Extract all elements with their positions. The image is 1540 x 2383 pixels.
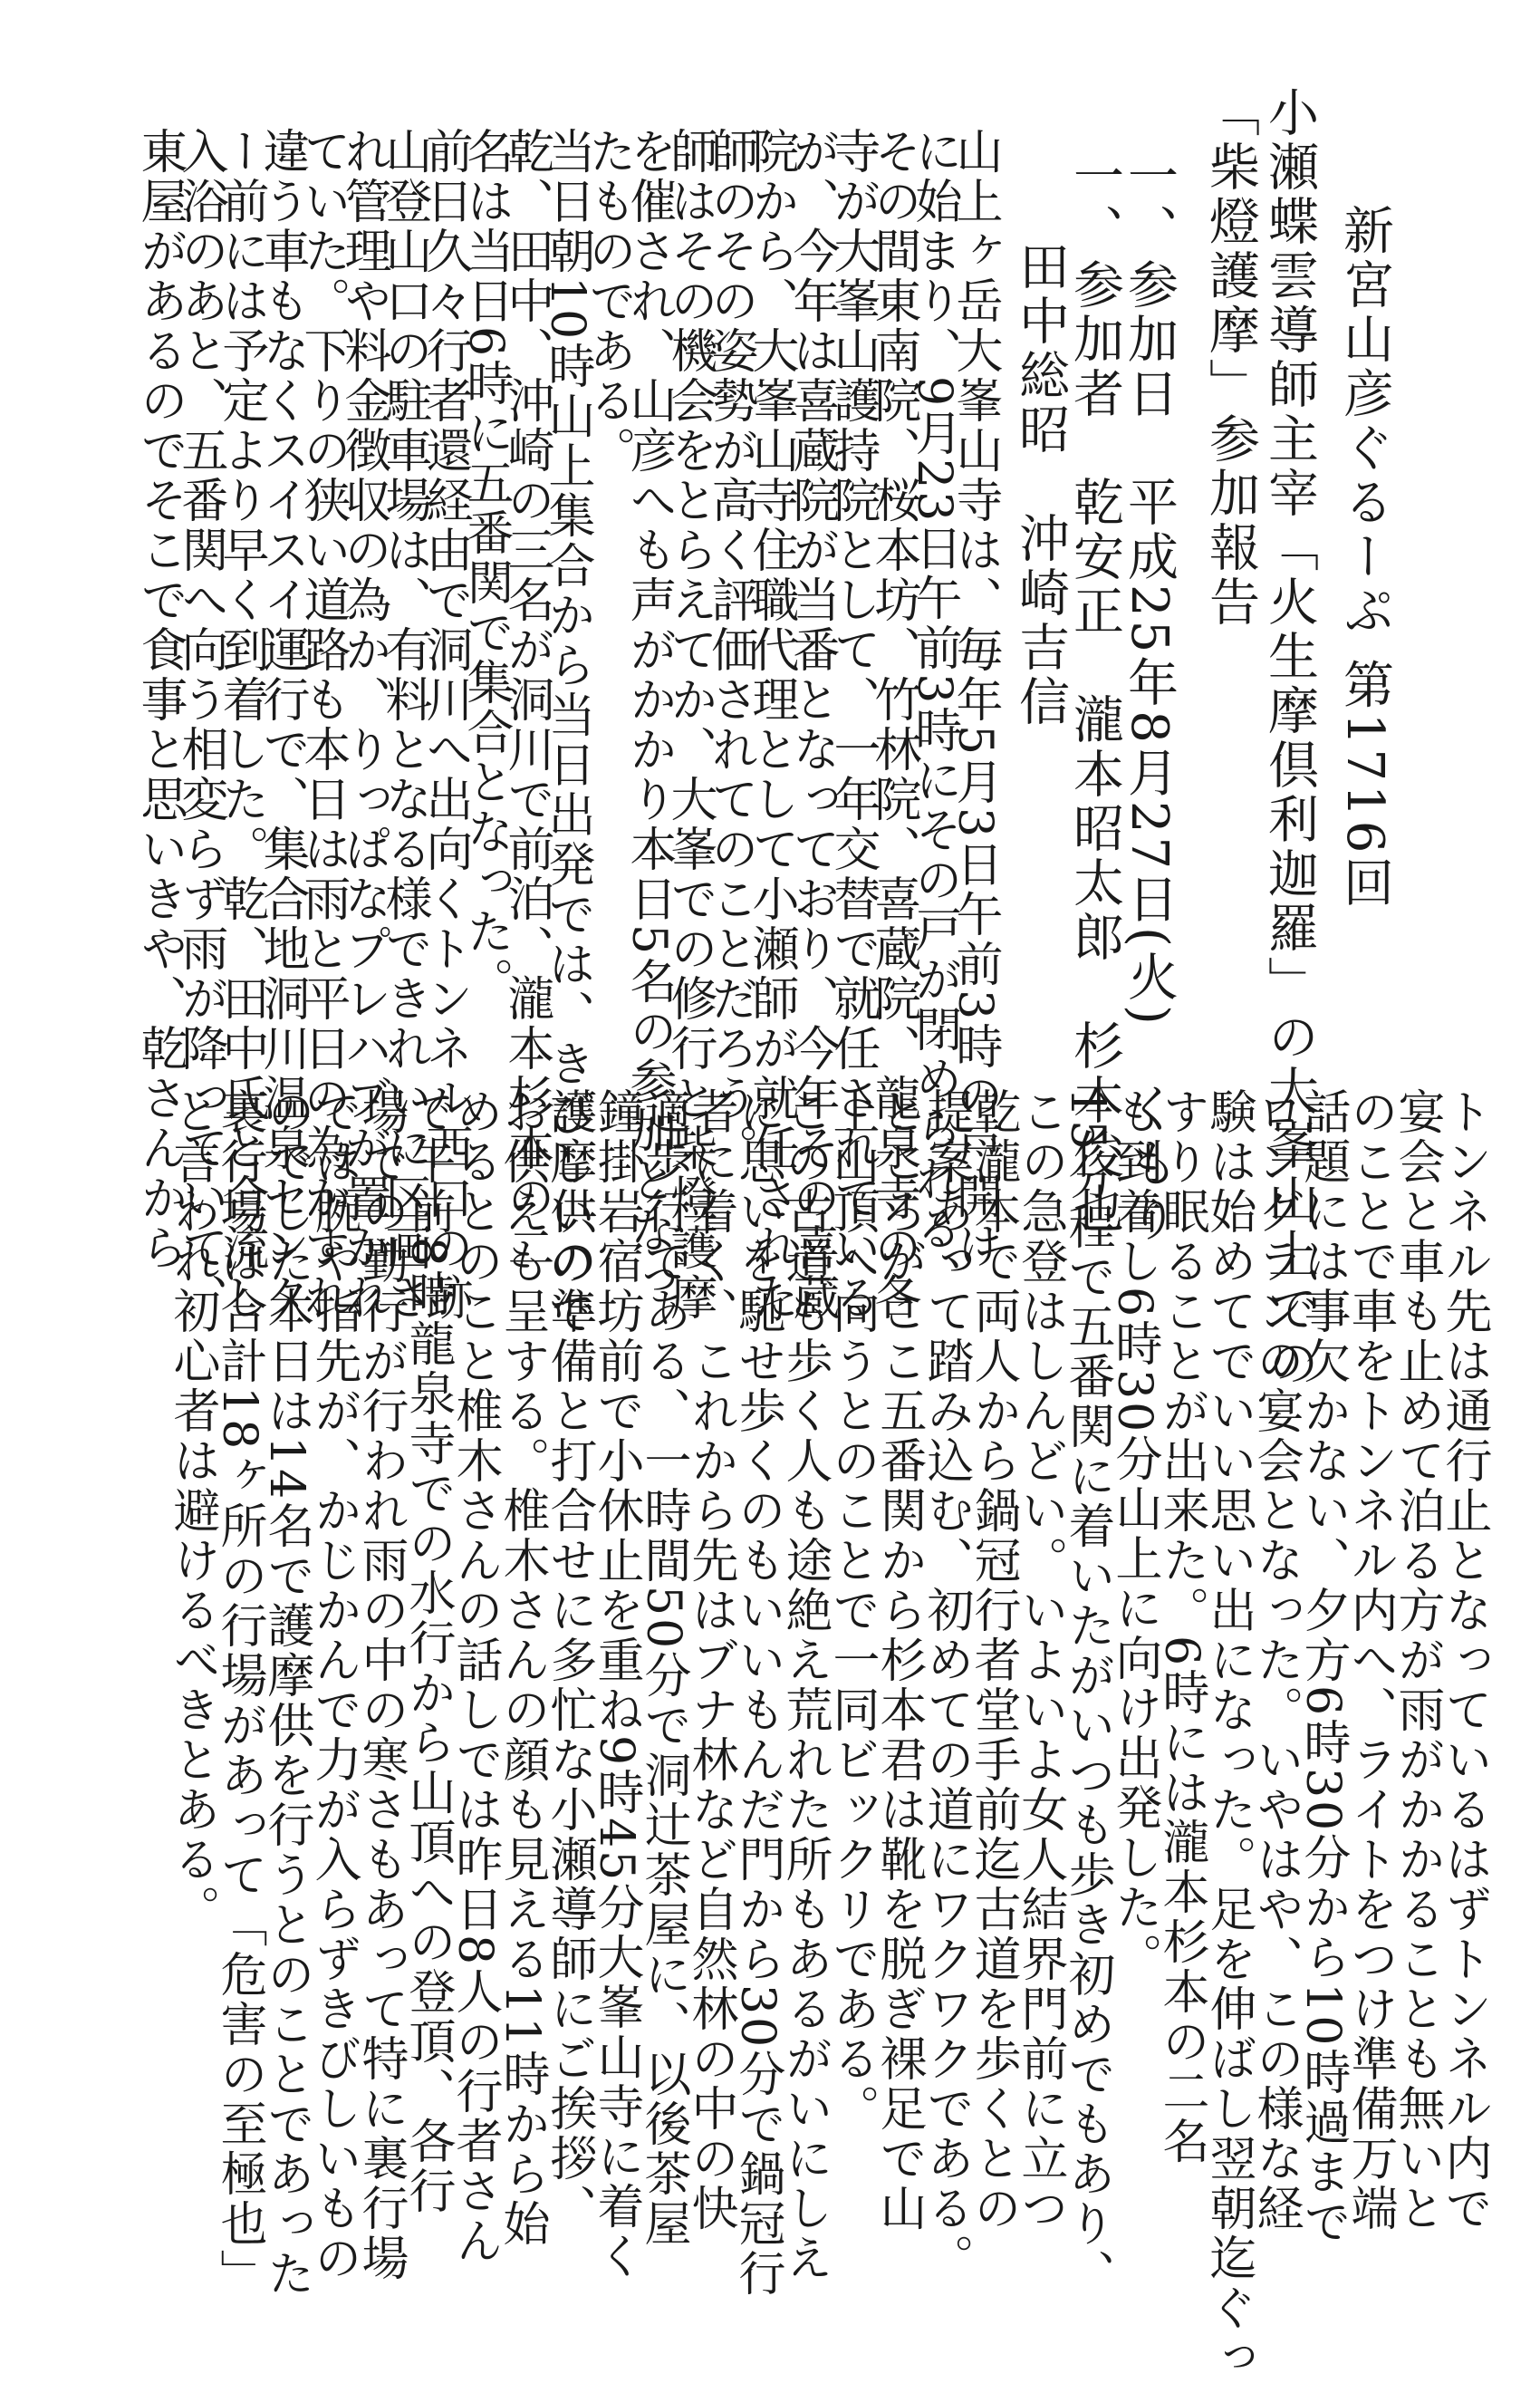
- body-line: では腕や指先が、かじかんで力が入らずきびしいもの: [306, 1087, 361, 2283]
- body-line: 護摩供の準備と打合せに多忙な小瀬導師にご挨拶、: [542, 1087, 596, 2233]
- body-line: 験は始めてでいい思い出になった。足を伸ばし翌朝迄ぐっ: [1201, 1087, 1256, 2383]
- body-line: 提案あって踏み込む、初めての道にワクワクである。: [919, 1087, 973, 2283]
- body-line: 上山頂へ向うとのことで一同ビックリである。: [824, 1087, 879, 2134]
- body-line: 寺が大峯山護持院として、一年交替で就任されている: [825, 127, 880, 1323]
- body-line: 院から、大峯山寺住職代理として小瀬師が就任された: [744, 127, 798, 1323]
- meta-line: 一、参加者 乾安正 瀧本昭太郎 杉本俊也: [1065, 150, 1124, 1237]
- body-line: 山登山口の駐車場は、有料となる様できれいに区画さ: [377, 127, 431, 1323]
- body-line: めるとのこと椎木さんの話しでは昨日8人の行者さん: [448, 1087, 502, 2267]
- body-line: ロングランの宴会となった。いやはや、この様な経: [1248, 1087, 1303, 2233]
- body-line: トンネル先は通行止となっているはずトンネル内で: [1437, 1087, 1491, 2233]
- body-line: 適歩行である、一時間50分で洞辻茶屋に、以後茶屋: [636, 1087, 690, 2250]
- body-line: ところがここ五番関から杉本君は靴を脱ぎ裸足で山: [871, 1087, 926, 2233]
- body-line: で午前8時龍泉寺での水行から山頂への登頂、各行: [400, 1087, 455, 2217]
- meta-line: 田中総昭 沖崎吉信: [1011, 240, 1070, 729]
- body-line: 師はその機会をとらえてか、大峯での修行と柴燈護摩: [662, 127, 717, 1323]
- body-line: 東屋があるのでそこで食事と思いきや、乾さんから: [132, 127, 187, 1273]
- body-line: 話題には事欠かない、夕方6時30分から10時過まで: [1295, 1087, 1350, 2248]
- body-line: お供えも呈する。椎木さんの顔も見える11時から始: [495, 1087, 549, 2250]
- body-line: 場での勤行が行われ雨の中の寒さもあって特に裏行場: [353, 1087, 408, 2283]
- body-line: に思いを馳せ歩くのもいいもんだ門から30分で鍋冠行: [730, 1087, 784, 2300]
- body-line: 入浴のあと、五番関へ向う相変らず雨が降っていて、: [173, 127, 227, 1323]
- body-line: この古道も歩く人も途絶え荒れた所もあるがいにしえ: [777, 1087, 832, 2283]
- body-line: その間東南院、桜本坊、竹林院、喜蔵院、龍泉寺の各: [866, 127, 920, 1323]
- body-line: 者に着く、これから先はブナ林など自然林の中の快: [683, 1087, 737, 2233]
- body-line: この急登はしんどい。いよいよ女人結界門前に立つ: [1013, 1087, 1067, 2233]
- body-line: と言われ初心者は避けるべきとある。: [165, 1087, 219, 1934]
- body-line: も到着し6時30分山上に向け出発した。: [1107, 1087, 1161, 1983]
- body-line: 山上ヶ岳大峯山寺は、毎年5月3日午前3時の戸開け: [948, 127, 1002, 1272]
- body-line: 15分程で五番関に着いたがいつも歩き初めでもあり、: [1060, 1087, 1114, 2300]
- body-line: れ管理や料金徴収の為か、りっぱなプレハブが置かれ: [336, 127, 390, 1323]
- body-line: 裏行場は合計18ヶ所の行場があって「危害の至極也」: [212, 1087, 266, 2300]
- body-line: に始まり、9月23日午前3時にその戸が閉められる、: [907, 127, 961, 1305]
- body-line: 乾瀧本で両人から鍋冠行者堂手前迄古道を歩くとの: [966, 1087, 1020, 2233]
- body-line: 違う車もなくスイスイ運行で、集合地洞川温泉センタ: [255, 127, 309, 1323]
- body-line: 当日朝10時山上集合から当日出発では、きびしいので: [540, 127, 594, 1339]
- body-line: を催され、山彦へも声がかかり本日5名の参加となっ: [621, 127, 676, 1307]
- series-title: 新宮山彦ぐるーぷ 第1716回: [1335, 204, 1394, 912]
- body-line: のことで車をトンネル内へ、ライトをつけ準備万端: [1343, 1087, 1397, 2233]
- body-line: 乾、田中、沖崎の三名が洞川で前泊、瀧本杉本の二: [499, 127, 553, 1273]
- body-line: すり眠ることが出来た。6時には瀧本杉本の二名: [1154, 1087, 1208, 2167]
- body-line: 鐘掛岩宿坊前で小休止を重ね9時45分大峯山寺に着く: [589, 1087, 643, 2282]
- body-line: 名は当日6時に五番関で集合となった。: [458, 127, 513, 1008]
- body-line: が、今年は喜蔵院が当番となっており、今年その喜蔵: [784, 127, 839, 1323]
- body-line: のでした本日は14名で護摩供を行うとのことであった: [259, 1087, 313, 2300]
- body-line: ー前には予定より早く到着した。乾、田中氏と合流し: [214, 127, 268, 1323]
- body-line: 宴会と車も止めて泊る方が雨がかかることも無いと: [1390, 1087, 1444, 2233]
- body-line: 前日久々行者還経由で洞川へ出向くトンネル西口の跡: [418, 127, 472, 1323]
- body-line: 師のその姿勢が高く評価されてのことだろう。: [703, 127, 757, 1173]
- report-title-line: 「柴燈護摩」参加報告: [1201, 86, 1260, 630]
- body-line: ていた。下りの狭い道路も本日は雨と平日の為かすれ: [295, 127, 350, 1323]
- meta-line: 一、参加日 平成25年8月27日(火) くもり: [1120, 150, 1179, 1246]
- report-title-line: 小瀬蝶雲導師主宰「火生摩倶利迦羅」の大峯山上での: [1260, 86, 1319, 1391]
- body-line: たものである。: [581, 127, 635, 476]
